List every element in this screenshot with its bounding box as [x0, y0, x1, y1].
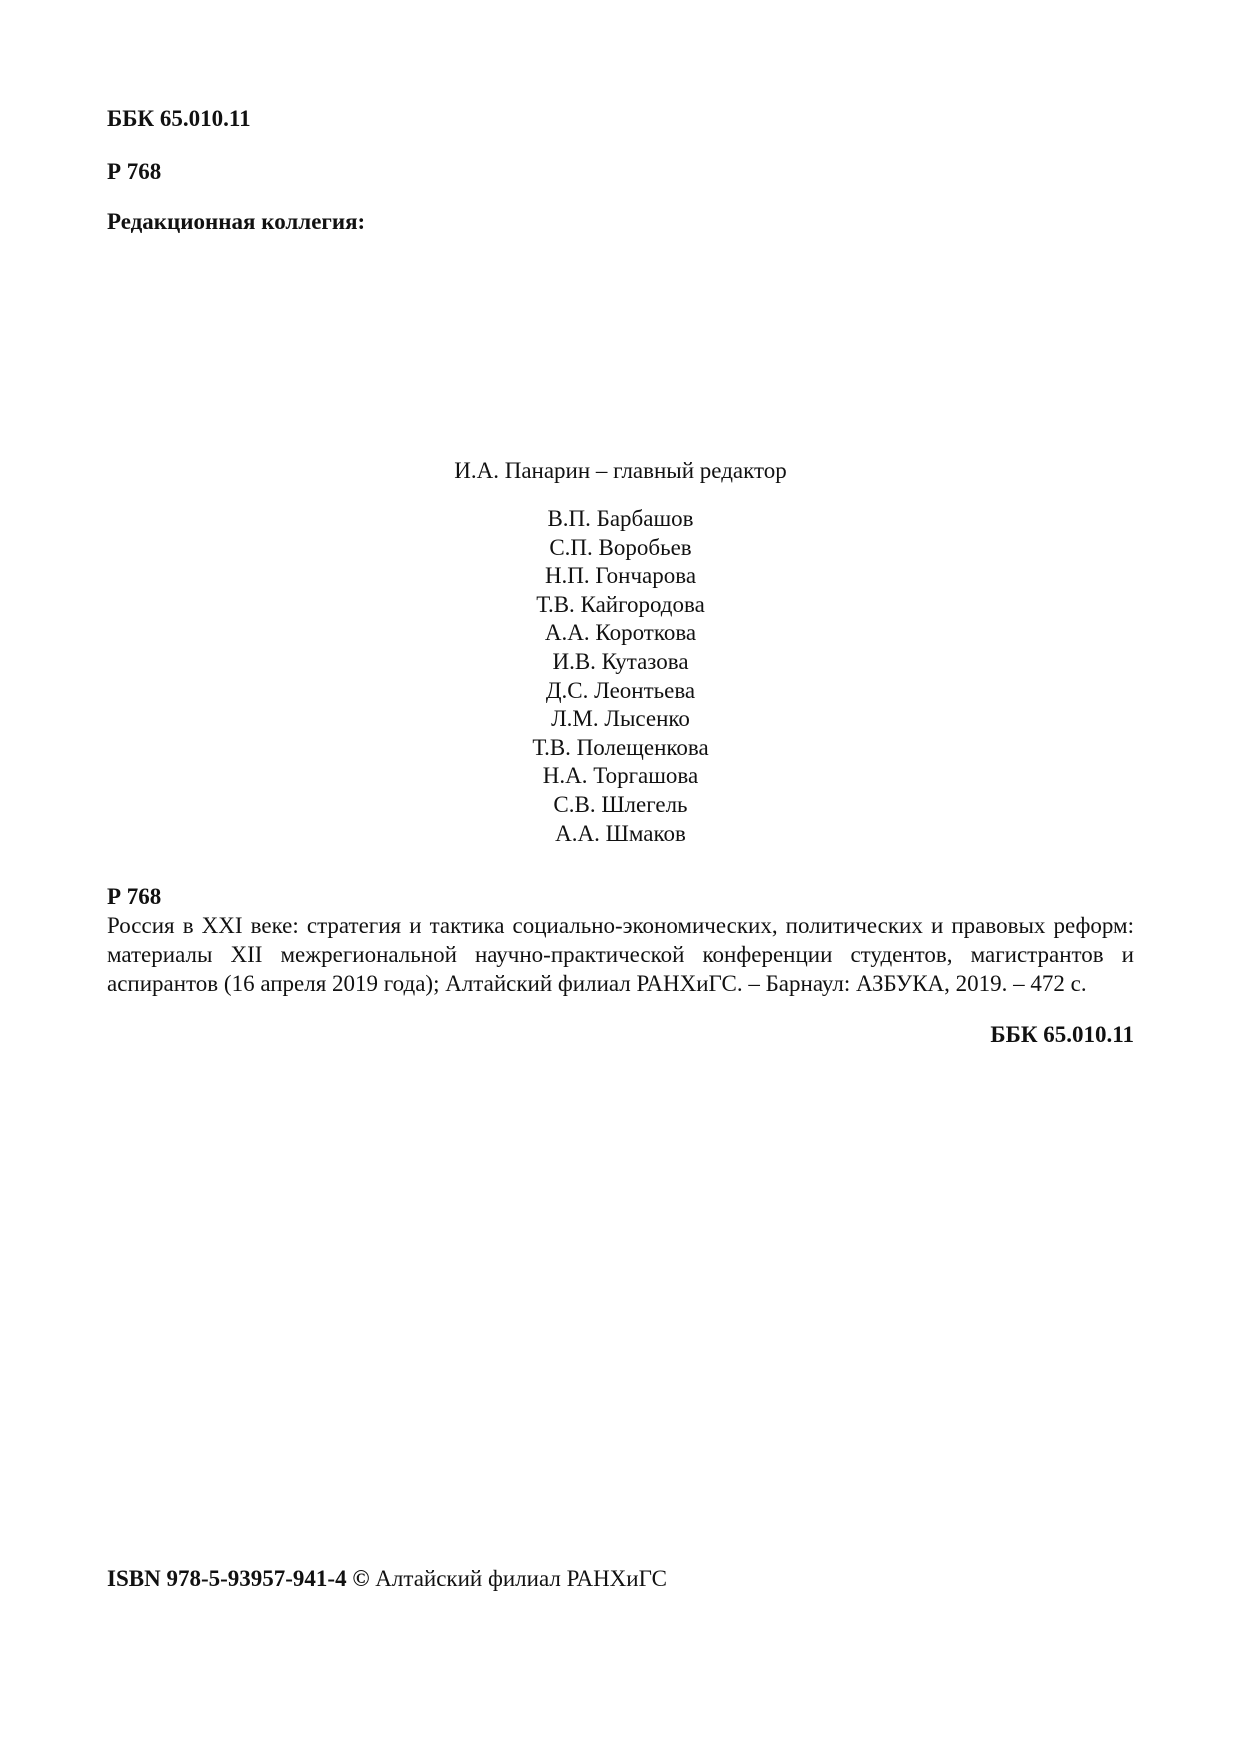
- board-member: Т.В. Полещенкова: [532, 734, 709, 760]
- bbk-code-bottom: ББК 65.010.11: [990, 1022, 1134, 1047]
- author-index-top: Р 768: [107, 159, 162, 184]
- editorial-board-heading: Редакционная коллегия:: [107, 209, 366, 234]
- copyright-holder: Алтайский филиал РАНХиГС: [375, 1566, 667, 1591]
- board-member: С.В. Шлегель: [553, 791, 688, 817]
- isbn-number: ISBN 978-5-93957-941-4: [107, 1566, 347, 1591]
- board-member: Т.В. Кайгородова: [536, 591, 705, 617]
- board-member: Н.П. Гончарова: [544, 563, 697, 589]
- board-member: С.П. Воробьев: [549, 534, 692, 560]
- board-member: Л.М. Лысенко: [551, 706, 690, 732]
- board-member: Н.А. Торгашова: [542, 763, 699, 789]
- isbn-copyright-line: [107, 1564, 667, 1593]
- chief-editor: И.А. Панарин – главный редактор: [454, 458, 787, 483]
- bbk-code-top: ББК 65.010.11: [107, 106, 251, 131]
- author-index-bottom: Р 768: [107, 884, 162, 909]
- board-member: И.В. Кутазова: [552, 648, 689, 674]
- editorial-board-members: [0, 505, 1241, 848]
- board-member: А.А. Короткова: [544, 620, 697, 646]
- board-member: В.П. Барбашов: [547, 506, 694, 531]
- copyright-symbol: ©: [352, 1566, 370, 1591]
- board-member: А.А. Шмаков: [555, 820, 686, 846]
- bibliographic-description: Россия в XXI веке: стратегия и тактика социально-экономических, политических и правовых реформ: материалы XII межрегиональной научно-практической конференции студентов, магистрантов и аспирантов (16 апреля 2019 года); Алтайский филиал РАНХиГС. – Барнаул: АЗБУКА, 2019. – 472 с.: [107, 913, 1134, 996]
- board-member: Д.С. Леонтьева: [545, 677, 696, 703]
